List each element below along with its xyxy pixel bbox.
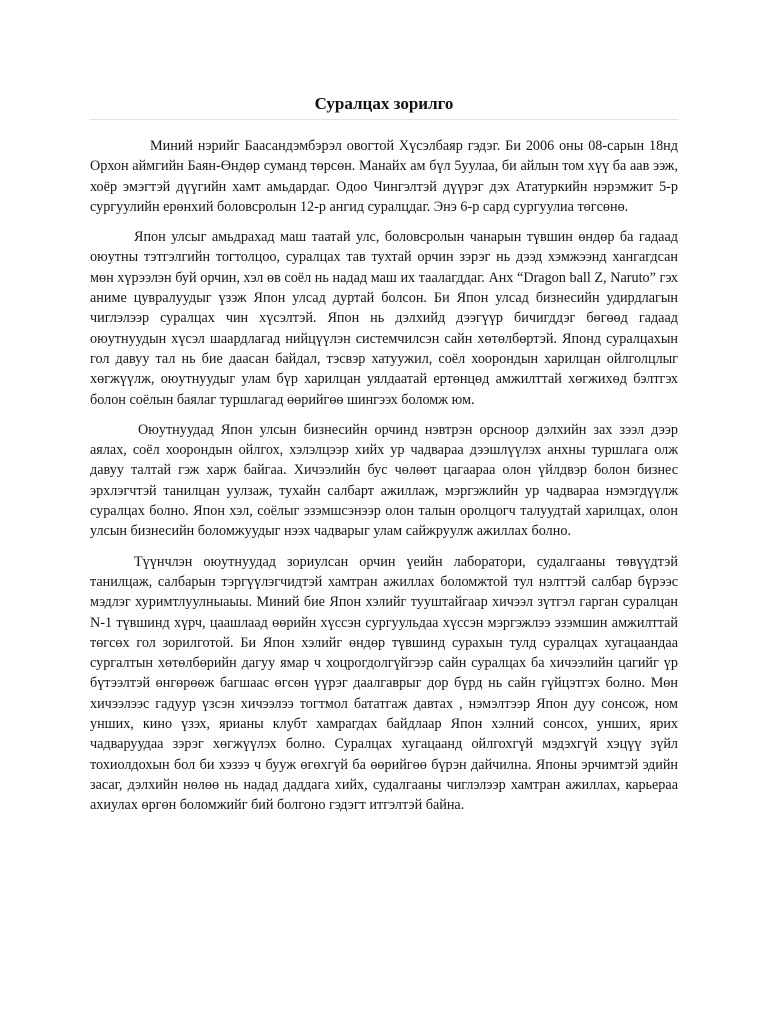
paragraph-why-japan: Япон улсыг амьдрахад маш таатай улс, боловсролын чанарын түвшин өндөр ба гадаад оюутны тэтгэлгийн тогтолцоо, суралцах тав тухтай орчин зэрэг нь дээд хэмжээнд хангагдсан мөн хүрээлэн буй орчин, хэл өв соёл нь надад маш их таалагддаг. Анх “Dragon ball Z, Naruto” гэх аниме цувралуудыг үзэж Япон улсад дуртай болсон. Би Япон улсад бизнесийн удирдлагын чиглэлээр суралцах чин хүсэлтэй. Япон нь дэлхийд дээгүүр бичигддэг бөгөөд гадаад оюутнуудын хүсэл шаардлагад нийцүүлэн системчилсэн сайн хөтөлбөртэй. Японд суралцахын гол давуу тал нь бие даасан байдал, тэсвэр хатуужил, соёл хоорондын харилцан ойлголцлыг хөгжүүлж, оюутнуудыг улам бүр харилцан уялдаатай ертөнцөд амжилттай хөгжихөд бэлтгэх болон соёлын баялаг туршлагад өөрийгөө шингээх боломж юм. — [90, 229, 678, 408]
paragraph-study-goals: Түүнчлэн оюутнуудад зориулсан орчин үеийн лаборатори, судалгааны төвүүдтэй танилцаж, салбарын тэргүүлэгчидтэй хамтран ажиллах боломжтой тул нэлттэй салбар бүрээс мэдлэг хуримтлуулныаыы. Миний бие Япон хэлийг тууштайгаар хичээл зүтгэл гарган суралцан N-1 түвшинд хүрч, цаашлаад өөрийн хүссэн сургуульдаа хүссэн мэргэжлээ эзэмшин амжилттай төгсөх гол зорилготой. Би Япон хэлийг өндөр түвшинд сурахын тулд суралцах хугацаандаа сургалтын хөтөлбөрийн дагуу ямар ч хоцрогдолгүйгээр сайн суралцах ба хичээлийн цагийг үр бүтээлтэй өнгөрөөж багшаас өгсөн үүрэг даалгаврыг дор бүрд нь сайн гүйцэтгэх болно. Мөн хичээлээс гадуур үзсэн хичээлээ тогтмол бататгаж давтах , нэмэлтээр Япон дуу сонсож, ном унших, кино үзэх, ярианы клубт хамрагдах байдлаар Япон хэлний сонсох, унших, ярих чадваруудаа зэрэг хөгжүүлэх болно. Суралцах хугацаанд ойлгохгүй мэдэхгүй хэцүү зүйл тохиолдохын бол би хэзээ ч бууж өгөхгүй ба өөрийгөө бүрэн дайчилна. Японы эрчимтэй эдийн засаг, дэлхийн нөлөө нь надад даддага хийх, судалгааны чиглэлээр хамтран ажиллах, карьераа ахиулах өргөн боломжийг бий болгоно гэдэгт итгэлтэй байна. — [90, 553, 678, 814]
document-body — [90, 136, 678, 826]
paragraph-business-environment: Оюутнуудад Япон улсын бизнесийн орчинд нэвтрэн орсноор дэлхийн зах зээл дээр аялах, соёл хоорондын ойлгох, хэлэлцээр хийх ур чадвараа дээшлүүлэх анхны туршлага олж давуу талтай гэж харж байгаа. Хичээлийн бус чөлөөт цагаараа олон үйлдвэр болон бизнес эрхлэгчтэй танилцан уулзаж, тухайн салбарт ажиллаж, мэргэжлийн ур чадвараа нэмэгдүүлж суралцах болно. Япон хэл, соёлыг эзэмшсэнээр олон талын оролцогч талуудтай харилцах, олон улсын бизнесийн боломжуудыг нээх чадварыг улам сайжруулж ажиллах болно. — [90, 421, 678, 540]
paragraph-personal-info: Миний нэрийг Баасандэмбэрэл овогтой Хүсэлбаяр гэдэг. Би 2006 оны 08-сарын 18нд Орхон аймгийн Баян-Өндөр суманд төрсөн. Манайх ам бүл 5уулаа, би айлын том хүү ба аав ээж, хоёр эмэгтэй дүүгийн хамт амьдардаг. Одоо Чингэлтэй дүүрэг дэх Ататуркийн нэрэмжит 5-р сургуулийн ерөнхий боловсролын 12-р ангид суралцдаг. Энэ 6-р сард сургуулиа төгсөнө. — [90, 138, 678, 215]
title-divider — [90, 119, 678, 120]
document-title: Суралцах зорилго — [314, 94, 454, 113]
